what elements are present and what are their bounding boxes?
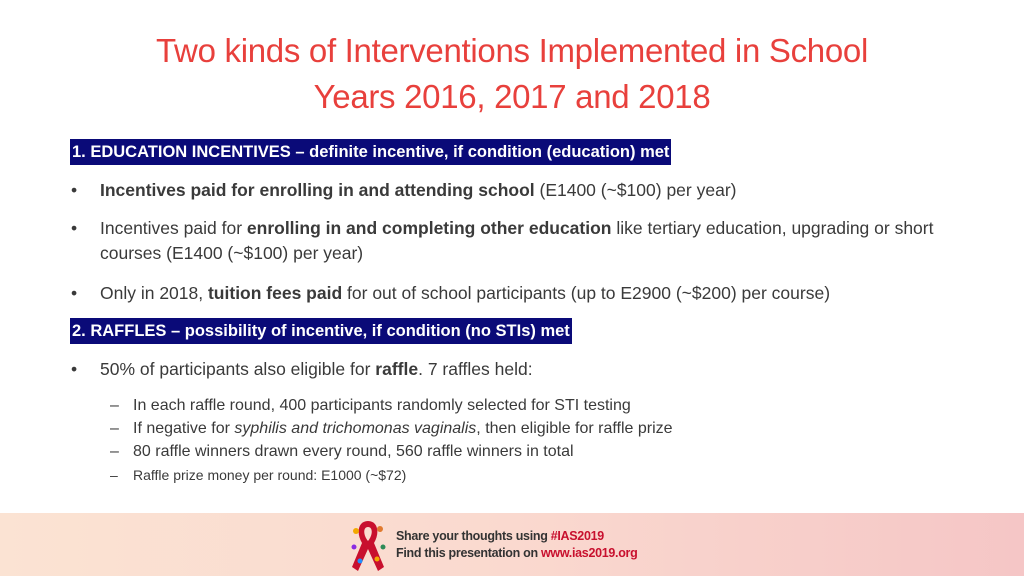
bullet-text <box>100 178 960 203</box>
bullet-bold: tuition fees paid <box>207 283 343 303</box>
footer-line-share <box>396 528 637 545</box>
footer-share-label: Share your thoughts using <box>396 529 551 543</box>
aids-ribbon-icon <box>346 517 390 575</box>
sub-text: Raffle prize money per round: E1000 (~$72) <box>133 467 407 483</box>
bullet-dot: • <box>71 283 78 303</box>
bullet-rest: like tertiary education, upgrading or short courses (E1400 (~$100) per year) <box>100 218 934 263</box>
conference-footer <box>0 513 1024 576</box>
bullet-text <box>100 216 960 266</box>
bullet-rest: for out of school participants (up to E2900 (~$200) per course) <box>342 283 831 303</box>
bullet-rest: . 7 raffles held: <box>418 359 533 379</box>
hashtag-link[interactable]: #IAS2019 <box>550 529 604 543</box>
sub-text: In each raffle round, 400 participants randomly selected for STI testing <box>133 397 631 414</box>
title-line-2: Years 2016, 2017 and 2018 <box>313 78 711 115</box>
sub-dash: – <box>110 420 119 437</box>
sub-text: 80 raffle winners drawn every round, 560 raffle winners in total <box>133 443 574 460</box>
bullet-text <box>100 357 960 382</box>
sub-dash: – <box>110 397 119 414</box>
bullet-text <box>100 281 960 306</box>
sub-text <box>133 418 953 440</box>
bullet-dot: • <box>71 218 78 238</box>
bullet-pre: Only in 2018, <box>100 283 208 303</box>
bullet-pre: Incentives paid for <box>100 218 247 238</box>
footer-text <box>396 528 637 562</box>
footer-line-find <box>396 545 637 562</box>
website-link[interactable]: www.ias2019.org <box>540 546 638 560</box>
sub-dash: – <box>110 443 119 460</box>
section-header-raffles: 2. RAFFLES – possibility of incentive, if condition (no STIs) met <box>70 318 572 344</box>
bullet-dot: • <box>71 359 78 379</box>
bullet-bold: raffle <box>375 359 419 379</box>
section-header-education: 1. EDUCATION INCENTIVES – definite incentive, if condition (education) met <box>70 139 671 165</box>
bullet-dot: • <box>71 180 78 200</box>
bullet-pre: 50% of participants also eligible for <box>100 359 376 379</box>
title-line-1: Two kinds of Interventions Implemented in School <box>156 32 868 69</box>
sub-italic: syphilis and trichomonas vaginalis <box>234 420 477 437</box>
bullet-rest: (E1400 (~$100) per year) <box>534 180 737 200</box>
footer-find-label: Find this presentation on <box>396 546 541 560</box>
bullet-bold: Incentives paid for enrolling in and attending school <box>100 180 535 200</box>
sub-pre: If negative for <box>133 420 235 437</box>
sub-dash: – <box>110 467 118 483</box>
sub-rest: , then eligible for raffle prize <box>476 420 673 437</box>
bullet-bold: enrolling in and completing other education <box>246 218 612 238</box>
